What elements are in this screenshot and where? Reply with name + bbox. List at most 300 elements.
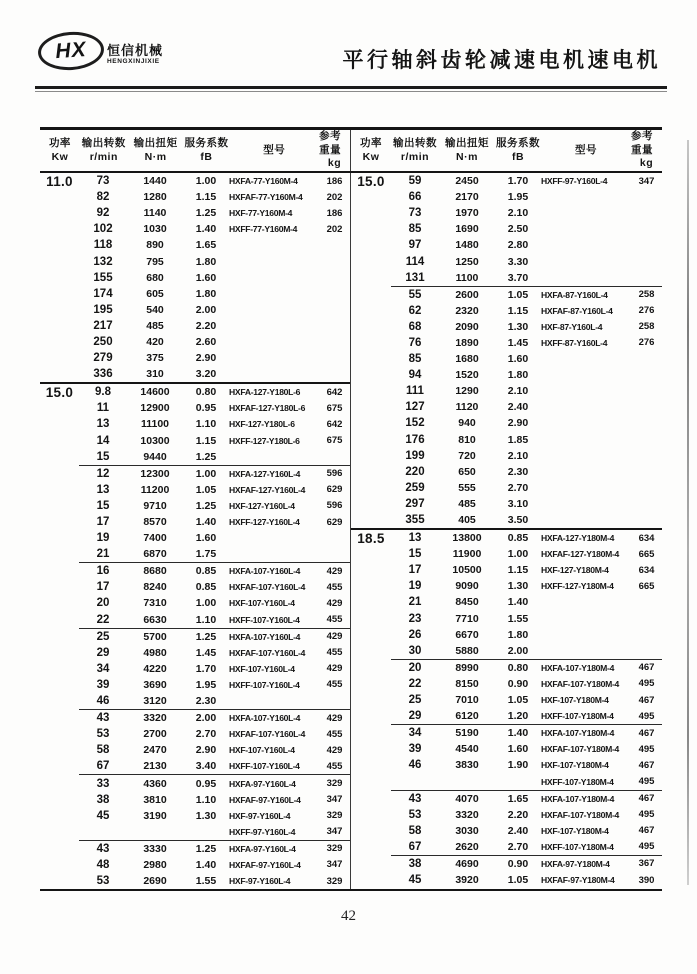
cell-fb: 2.00 [507,644,529,657]
cell-weight: 455 [326,581,343,593]
cell-fb: 2.90 [195,352,217,365]
col-header-fb [495,130,541,171]
cell-speed: 48 [96,858,110,871]
cell-weight: 495 [638,841,655,853]
cell-torque: 2090 [455,320,479,333]
cell-torque: 4070 [455,792,479,805]
cell-weight: 629 [326,516,343,528]
cell-weight: 467 [638,793,655,805]
table-row [391,823,662,839]
cell-weight: 495 [638,776,655,788]
cell-torque: 1120 [455,401,479,414]
cell-fb: 2.10 [507,449,529,462]
table-body-left [40,173,351,889]
table-row [391,496,662,512]
spec-table [40,127,662,891]
cell-weight: 495 [638,678,655,690]
cell-torque: 4980 [143,646,167,659]
cell-weight: 596 [326,468,343,480]
cell-model: HXFA-97-Y180M-4 [541,858,610,869]
table-row [391,367,662,383]
col-header-power-cn: 功率 [48,136,71,149]
table-row [79,221,350,237]
col-header-speed-cn: 输出转数 [393,136,437,149]
table-row [391,530,662,546]
cell-speed: 21 [96,548,110,561]
model-group [391,855,662,888]
table-row [391,692,662,708]
table-row [79,237,350,253]
col-header-weight-cn: 参考重量 [631,130,653,156]
model-group [79,173,350,382]
cell-weight: 429 [326,663,343,675]
cell-weight: 202 [326,191,343,203]
cell-fb: 2.60 [195,335,217,348]
table-row [79,270,350,286]
cell-speed: 259 [405,481,425,494]
cell-weight: 390 [638,874,655,886]
cell-model: HXFA-107-Y180M-4 [541,728,615,739]
cell-speed: 53 [408,808,422,821]
cell-torque: 555 [458,481,476,494]
cell-fb: 1.15 [507,304,529,317]
cell-torque: 3810 [143,793,167,806]
cell-fb: 1.80 [507,628,529,641]
power-value: 15.0 [357,174,385,189]
table-row [391,287,662,303]
company-name-en: HENGXINJIXIE [107,57,160,65]
table-row [391,205,662,221]
model-group [391,659,662,724]
cell-weight: 675 [326,435,343,447]
table-row [79,824,350,840]
model-group [79,709,350,774]
cell-speed: 15 [96,450,110,463]
cell-model: HXFA-97-Y160L-4 [229,778,296,789]
cell-torque: 1140 [143,207,167,220]
cell-torque: 720 [458,449,476,462]
cell-speed: 152 [405,417,425,430]
cell-fb: 1.15 [195,434,217,447]
col-header-speed-unit: r/min [89,150,118,163]
col-header-power-unit: Kw [362,150,380,163]
cell-fb: 1.00 [195,597,217,610]
table-row [79,514,350,530]
col-header-fb-unit: fB [511,150,525,163]
model-group [391,530,662,659]
cell-fb: 1.60 [507,353,529,366]
cell-torque: 890 [146,239,164,252]
cell-speed: 73 [408,207,422,220]
cell-speed: 336 [93,368,113,381]
cell-fb: 1.60 [195,532,217,545]
cell-model: HXFA-127-Y180L-6 [229,387,301,398]
cell-fb: 2.20 [195,319,217,332]
col-header-torque [128,130,184,171]
cell-torque: 13800 [452,532,482,545]
cell-torque: 2170 [455,191,479,204]
table-body [40,173,662,889]
header-rule [35,86,667,89]
cell-fb: 2.50 [507,223,529,236]
table-row [79,173,350,189]
cell-speed: 13 [96,418,110,431]
cell-speed: 59 [408,175,422,188]
table-row [391,319,662,335]
cell-fb: 1.25 [195,499,217,512]
table-header-left [40,130,351,171]
cell-fb: 1.40 [507,727,529,740]
cell-speed: 250 [93,335,113,348]
col-header-weight [631,130,662,171]
col-header-model [541,130,631,171]
cell-fb: 3.30 [507,255,529,268]
cell-model: HXFAF-97-Y160L-4 [229,794,301,805]
cell-speed: 199 [405,449,425,462]
col-header-weight-cn: 参考重量 [319,130,342,156]
cell-speed: 195 [93,303,113,316]
cell-fb: 1.05 [507,288,529,301]
cell-speed: 15 [96,499,110,512]
table-row [391,872,662,888]
cell-speed: 58 [408,824,422,837]
table-row [79,482,350,498]
table-row [391,464,662,480]
cell-fb: 1.20 [507,710,529,723]
table-row [391,189,662,205]
cell-weight: 258 [638,321,655,333]
cell-model: HXFF-77-Y160M-4 [229,224,298,235]
table-row [79,645,350,661]
cell-model: HXFAF-127-Y180M-4 [541,549,620,560]
cell-fb: 0.95 [195,777,217,790]
cell-torque: 420 [146,335,164,348]
cell-torque: 605 [146,287,164,300]
cell-fb: 3.70 [507,271,529,284]
model-group [391,790,662,855]
table-row [79,873,350,889]
cell-torque: 8150 [455,677,479,690]
model-group [79,465,350,563]
cell-fb: 2.20 [507,808,529,821]
cell-fb: 1.90 [507,759,529,772]
cell-model: HXFAF-127-Y180L-6 [229,403,306,414]
cell-speed: 355 [405,514,425,527]
cell-torque: 4360 [143,777,167,790]
cell-torque: 9090 [455,580,479,593]
cell-model: HXFF-107-Y160L-4 [229,761,300,772]
cell-speed: 73 [96,175,110,188]
cell-torque: 1970 [455,207,479,220]
cell-fb: 3.50 [507,514,529,527]
cell-speed: 45 [96,809,110,822]
cell-fb: 1.65 [507,792,529,805]
cell-weight: 455 [326,647,343,659]
cell-speed: 33 [96,777,110,790]
cell-speed: 43 [96,842,110,855]
power-value: 15.0 [45,385,74,401]
cell-torque: 405 [458,514,476,527]
model-groups [79,173,350,382]
cell-torque: 6870 [143,548,167,561]
cell-torque: 8240 [143,581,167,594]
cell-fb: 2.90 [195,744,217,757]
cell-speed: 22 [96,613,110,626]
table-row [79,693,350,709]
table-row [391,383,662,399]
cell-weight: 455 [326,760,343,772]
table-row [79,629,350,645]
cell-model: HXFAF-97-Y180M-4 [541,875,615,886]
cell-speed: 43 [96,712,110,725]
cell-torque: 3190 [143,809,167,822]
cell-speed: 53 [96,728,110,741]
cell-speed: 45 [408,874,422,887]
cell-weight: 276 [638,305,655,317]
cell-speed: 16 [96,565,110,578]
model-group [79,562,350,627]
table-row [391,611,662,627]
power-value: 11.0 [46,174,73,189]
cell-torque: 7400 [143,532,167,545]
cell-model: HXFAF-107-Y160L-4 [229,582,306,593]
table-row [79,563,350,579]
cell-speed: 29 [408,710,422,723]
cell-fb: 1.40 [507,596,529,609]
cell-speed: 9.8 [95,386,111,399]
table-row [79,792,350,808]
cell-torque: 680 [146,271,164,284]
cell-fb: 0.85 [507,532,529,545]
page-number: 42 [341,908,356,924]
cell-torque: 14600 [140,386,170,399]
cell-speed: 155 [93,271,113,284]
col-header-model [229,130,319,171]
cell-weight: 642 [326,386,343,398]
cell-model: HXFF-87-Y160L-4 [541,337,608,348]
cell-speed: 29 [96,646,110,659]
table-row [79,612,350,628]
cell-fb: 2.80 [507,239,529,252]
cell-speed: 111 [406,385,424,398]
cell-weight: 642 [326,418,343,430]
col-header-torque [439,130,495,171]
cell-speed: 25 [96,630,110,643]
cell-weight: 467 [638,759,655,771]
table-row [79,841,350,857]
cell-speed: 30 [408,644,422,657]
cell-weight: 467 [638,662,655,674]
cell-fb: 0.80 [195,386,217,399]
cell-fb: 1.80 [195,287,217,300]
table-row [391,741,662,757]
model-groups [79,384,350,889]
col-header-model-cn: 型号 [575,143,597,156]
cell-torque: 11100 [140,418,170,431]
cell-torque: 4220 [143,662,167,675]
cell-torque: 7710 [455,612,479,625]
cell-fb: 2.70 [507,481,529,494]
cell-weight: 329 [326,843,343,855]
cell-speed: 38 [96,793,110,806]
cell-fb: 1.25 [195,207,217,220]
cell-fb: 1.45 [507,336,529,349]
cell-torque: 310 [146,368,164,381]
cell-speed: 85 [408,223,422,236]
model-group [391,173,662,286]
header-rule-shadow [35,91,667,92]
cell-model: HXFAF-97-Y160L-4 [229,859,301,870]
cell-fb: 1.55 [195,875,217,888]
table-row [391,448,662,464]
cell-torque: 5700 [143,630,167,643]
cell-torque: 2130 [143,760,167,773]
cell-torque: 11900 [452,548,482,561]
cell-torque: 3030 [455,824,479,837]
table-row [391,546,662,562]
cell-model: HXF-107-Y160L-4 [229,745,295,756]
cell-speed: 11 [96,402,110,415]
cell-speed: 39 [96,678,110,691]
cell-speed: 176 [405,433,425,446]
cell-torque: 2450 [455,175,479,188]
cell-fb: 2.70 [195,728,217,741]
cell-model: HXF-107-Y160L-4 [229,663,295,674]
cell-model: HXF-107-Y160L-4 [229,598,295,609]
cell-model: HXF-127-Y160L-4 [229,500,295,511]
cell-model: HXFF-107-Y160L-4 [229,614,300,625]
cell-speed: 62 [408,304,422,317]
cell-fb: 1.05 [195,483,217,496]
model-group [79,840,350,889]
table-row [391,270,662,286]
cell-speed: 67 [408,840,422,853]
cell-torque: 3690 [143,678,167,691]
cell-speed: 19 [408,580,422,593]
cell-model: HXF-97-Y160L-4 [229,810,291,821]
cell-model: HXFF-127-Y180M-4 [541,581,614,592]
cell-weight: 495 [638,809,655,821]
cell-torque: 540 [146,303,164,316]
cell-weight: 329 [326,875,343,887]
table-row [79,433,350,449]
cell-speed: 102 [93,223,113,236]
cell-weight: 467 [638,727,655,739]
cell-speed: 67 [96,760,110,773]
cell-torque: 6120 [455,710,479,723]
cell-speed: 38 [408,857,422,870]
cell-speed: 217 [93,319,113,332]
cell-torque: 650 [458,465,476,478]
cell-fb: 1.65 [195,239,217,252]
cell-speed: 76 [408,336,422,349]
table-row [79,449,350,465]
cell-weight: 276 [638,337,655,349]
cell-torque: 6630 [143,613,167,626]
cell-fb: 1.95 [507,191,529,204]
col-header-power [351,130,391,171]
cell-model: HXFF-107-Y160L-4 [229,679,300,690]
cell-fb: 1.05 [507,694,529,707]
model-group [79,774,350,839]
table-row [391,725,662,741]
cell-torque: 6670 [455,628,479,641]
cell-model: HXFF-107-Y180M-4 [541,841,614,852]
col-header-weight-unit: kg [327,157,342,170]
cell-fb: 1.40 [195,858,217,871]
cell-torque: 1480 [455,239,479,252]
power-section [351,528,662,888]
cell-fb: 2.30 [507,465,529,478]
cell-weight: 495 [638,710,655,722]
table-row [79,350,350,366]
cell-torque: 9710 [143,499,167,512]
col-header-fb-cn: 服务系数 [496,136,540,149]
cell-fb: 1.10 [195,418,217,431]
model-groups [391,530,662,888]
cell-model: HXF-107-Y180M-4 [541,760,609,771]
cell-torque: 485 [458,497,476,510]
cell-fb: 0.90 [507,857,529,870]
table-row [79,742,350,758]
cell-model: HXFAF-107-Y180M-4 [541,809,620,820]
model-group [79,628,350,709]
cell-speed: 26 [408,628,422,641]
cell-torque: 1250 [455,255,479,268]
logo-abbr: HX [54,37,88,64]
cell-fb: 1.05 [507,874,529,887]
cell-torque: 1690 [455,223,479,236]
cell-speed: 94 [408,369,422,382]
cell-fb: 1.30 [507,580,529,593]
table-row [391,415,662,431]
cell-model: HXF-77-Y160M-4 [229,208,293,219]
cell-speed: 46 [96,695,110,708]
model-groups [391,173,662,528]
cell-torque: 2980 [143,858,167,871]
table-row [391,676,662,692]
col-header-fb-cn: 服务系数 [184,136,229,149]
cell-fb: 0.85 [195,565,217,578]
table-body-right [351,173,662,889]
col-header-torque-unit: N·m [456,150,478,163]
cell-fb: 3.40 [195,760,217,773]
cell-torque: 1680 [455,353,479,366]
cell-torque: 7310 [143,597,167,610]
cell-speed: 14 [96,434,110,447]
cell-model: HXFA-107-Y180M-4 [541,662,615,673]
cell-fb: 2.30 [195,695,217,708]
cell-weight: 675 [326,402,343,414]
table-row [79,466,350,482]
cell-fb: 2.70 [507,840,529,853]
cell-model: HXFAF-107-Y180M-4 [541,744,620,755]
table-row [79,579,350,595]
cell-torque: 2470 [143,744,167,757]
col-header-weight-unit: kg [639,157,654,170]
cell-fb: 2.90 [507,417,529,430]
cell-speed: 85 [408,353,422,366]
cell-weight: 455 [326,728,343,740]
cell-fb: 2.40 [507,401,529,414]
col-header-torque-unit: N·m [144,150,167,163]
cell-fb: 1.15 [195,191,217,204]
cell-speed: 12 [96,467,110,480]
cell-speed: 17 [408,564,422,577]
cell-fb: 0.90 [507,677,529,690]
cell-speed: 92 [96,207,110,220]
cell-torque: 7010 [455,694,479,707]
